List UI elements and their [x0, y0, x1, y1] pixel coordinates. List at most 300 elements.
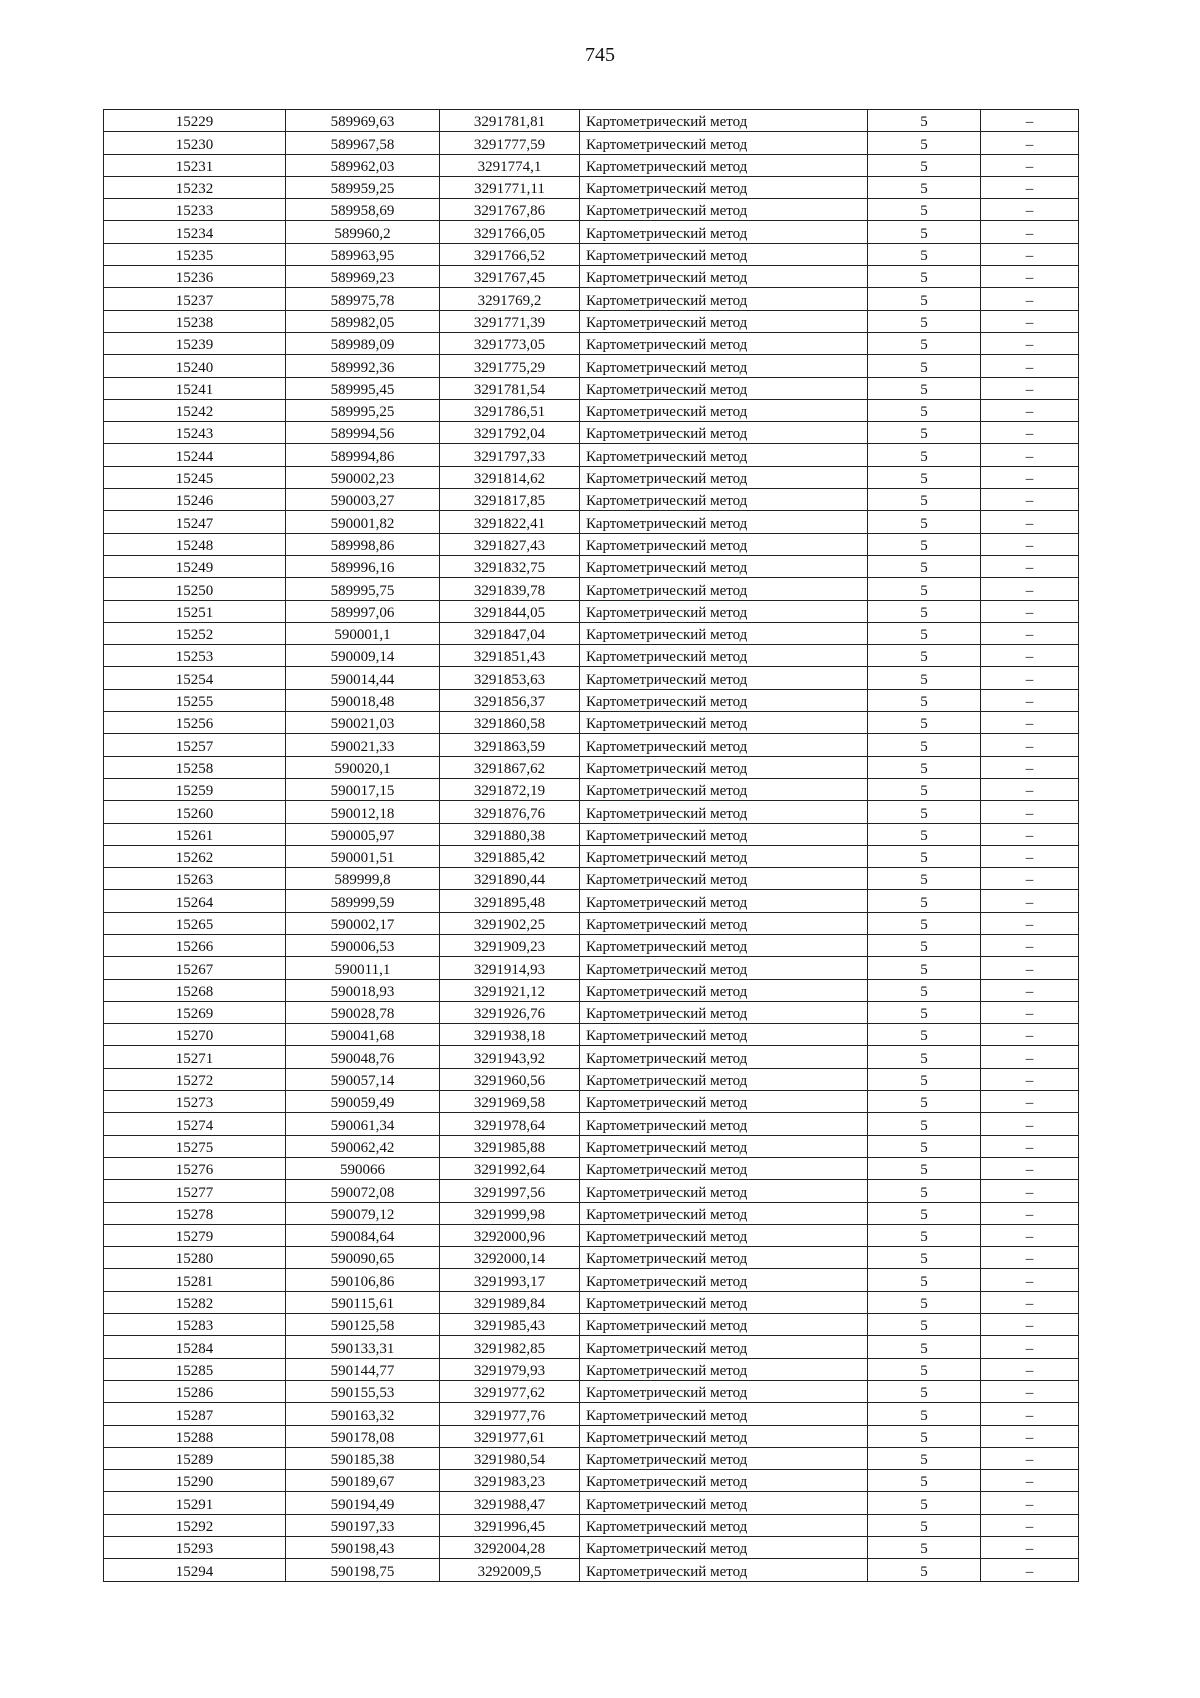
method-cell: Картометрический метод	[580, 689, 868, 711]
accuracy-cell: 5	[868, 801, 981, 823]
method-cell: Картометрический метод	[580, 845, 868, 867]
x-coordinate-cell: 589997,06	[286, 600, 440, 622]
y-coordinate-cell: 3291867,62	[440, 756, 580, 778]
method-cell: Картометрический метод	[580, 1291, 868, 1313]
table-row	[104, 221, 1079, 243]
accuracy-cell: 5	[868, 1247, 981, 1269]
accuracy-cell: 5	[868, 734, 981, 756]
dash-cell: –	[981, 132, 1079, 154]
y-coordinate-cell: 3291817,85	[440, 489, 580, 511]
dash-cell: –	[981, 1380, 1079, 1402]
y-coordinate-cell: 3291885,42	[440, 845, 580, 867]
table-row	[104, 1470, 1079, 1492]
dash-cell: –	[981, 778, 1079, 800]
table-row	[104, 934, 1079, 956]
point-number-cell: 15232	[104, 176, 286, 198]
y-coordinate-cell: 3291977,61	[440, 1425, 580, 1447]
accuracy-cell: 5	[868, 110, 981, 132]
point-number-cell: 15241	[104, 377, 286, 399]
x-coordinate-cell: 590059,49	[286, 1091, 440, 1113]
dash-cell: –	[981, 1224, 1079, 1246]
dash-cell: –	[981, 912, 1079, 934]
dash-cell: –	[981, 288, 1079, 310]
method-cell: Картометрический метод	[580, 1470, 868, 1492]
x-coordinate-cell: 589995,25	[286, 399, 440, 421]
accuracy-cell: 5	[868, 355, 981, 377]
point-number-cell: 15270	[104, 1024, 286, 1046]
method-cell: Картометрический метод	[580, 377, 868, 399]
dash-cell: –	[981, 377, 1079, 399]
point-number-cell: 15269	[104, 1001, 286, 1023]
point-number-cell: 15256	[104, 712, 286, 734]
table-row	[104, 645, 1079, 667]
y-coordinate-cell: 3291851,43	[440, 645, 580, 667]
table-row	[104, 1135, 1079, 1157]
table-row	[104, 444, 1079, 466]
point-number-cell: 15279	[104, 1224, 286, 1246]
method-cell: Картометрический метод	[580, 1224, 868, 1246]
accuracy-cell: 5	[868, 1113, 981, 1135]
page-number: 745	[585, 44, 615, 66]
accuracy-cell: 5	[868, 868, 981, 890]
point-number-cell: 15240	[104, 355, 286, 377]
table-row	[104, 489, 1079, 511]
table-row	[104, 1046, 1079, 1068]
method-cell: Картометрический метод	[580, 444, 868, 466]
accuracy-cell: 5	[868, 332, 981, 354]
table-row	[104, 1113, 1079, 1135]
dash-cell: –	[981, 934, 1079, 956]
table-row	[104, 1291, 1079, 1313]
point-number-cell: 15260	[104, 801, 286, 823]
table-row	[104, 756, 1079, 778]
method-cell: Картометрический метод	[580, 645, 868, 667]
point-number-cell: 15287	[104, 1403, 286, 1425]
dash-cell: –	[981, 1180, 1079, 1202]
y-coordinate-cell: 3291767,45	[440, 266, 580, 288]
y-coordinate-cell: 3291876,76	[440, 801, 580, 823]
accuracy-cell: 5	[868, 1091, 981, 1113]
method-cell: Картометрический метод	[580, 1380, 868, 1402]
x-coordinate-cell: 590062,42	[286, 1135, 440, 1157]
accuracy-cell: 5	[868, 1046, 981, 1068]
accuracy-cell: 5	[868, 1068, 981, 1090]
point-number-cell: 15249	[104, 555, 286, 577]
x-coordinate-cell: 590001,51	[286, 845, 440, 867]
table-row	[104, 600, 1079, 622]
method-cell: Картометрический метод	[580, 1514, 868, 1536]
table-row	[104, 132, 1079, 154]
accuracy-cell: 5	[868, 1135, 981, 1157]
accuracy-cell: 5	[868, 1470, 981, 1492]
x-coordinate-cell: 590001,82	[286, 511, 440, 533]
table-row	[104, 1425, 1079, 1447]
dash-cell: –	[981, 622, 1079, 644]
dash-cell: –	[981, 689, 1079, 711]
point-number-cell: 15292	[104, 1514, 286, 1536]
accuracy-cell: 5	[868, 288, 981, 310]
table-row	[104, 1269, 1079, 1291]
y-coordinate-cell: 3291979,93	[440, 1358, 580, 1380]
x-coordinate-cell: 589999,8	[286, 868, 440, 890]
dash-cell: –	[981, 176, 1079, 198]
accuracy-cell: 5	[868, 221, 981, 243]
table-row	[104, 1514, 1079, 1536]
accuracy-cell: 5	[868, 555, 981, 577]
y-coordinate-cell: 3291781,81	[440, 110, 580, 132]
method-cell: Картометрический метод	[580, 912, 868, 934]
dash-cell: –	[981, 801, 1079, 823]
method-cell: Картометрический метод	[580, 1135, 868, 1157]
table-row	[104, 266, 1079, 288]
dash-cell: –	[981, 310, 1079, 332]
x-coordinate-cell: 590017,15	[286, 778, 440, 800]
accuracy-cell: 5	[868, 1514, 981, 1536]
point-number-cell: 15253	[104, 645, 286, 667]
dash-cell: –	[981, 511, 1079, 533]
point-number-cell: 15284	[104, 1336, 286, 1358]
accuracy-cell: 5	[868, 756, 981, 778]
accuracy-cell: 5	[868, 444, 981, 466]
accuracy-cell: 5	[868, 399, 981, 421]
x-coordinate-cell: 589999,59	[286, 890, 440, 912]
y-coordinate-cell: 3291902,25	[440, 912, 580, 934]
table-row	[104, 1492, 1079, 1514]
method-cell: Картометрический метод	[580, 622, 868, 644]
dash-cell: –	[981, 667, 1079, 689]
dash-cell: –	[981, 1336, 1079, 1358]
table-row	[104, 511, 1079, 533]
point-number-cell: 15286	[104, 1380, 286, 1402]
x-coordinate-cell: 590012,18	[286, 801, 440, 823]
table-row	[104, 957, 1079, 979]
dash-cell: –	[981, 110, 1079, 132]
method-cell: Картометрический метод	[580, 221, 868, 243]
method-cell: Картометрический метод	[580, 1447, 868, 1469]
dash-cell: –	[981, 1113, 1079, 1135]
dash-cell: –	[981, 1314, 1079, 1336]
x-coordinate-cell: 589967,58	[286, 132, 440, 154]
point-number-cell: 15255	[104, 689, 286, 711]
x-coordinate-cell: 590003,27	[286, 489, 440, 511]
dash-cell: –	[981, 221, 1079, 243]
method-cell: Картометрический метод	[580, 1537, 868, 1559]
point-number-cell: 15230	[104, 132, 286, 154]
table-row	[104, 288, 1079, 310]
method-cell: Картометрический метод	[580, 979, 868, 1001]
dash-cell: –	[981, 555, 1079, 577]
y-coordinate-cell: 3291989,84	[440, 1291, 580, 1313]
table-row	[104, 1224, 1079, 1246]
table-row	[104, 1024, 1079, 1046]
table-row	[104, 355, 1079, 377]
method-cell: Картометрический метод	[580, 801, 868, 823]
method-cell: Картометрический метод	[580, 199, 868, 221]
accuracy-cell: 5	[868, 1403, 981, 1425]
point-number-cell: 15252	[104, 622, 286, 644]
point-number-cell: 15282	[104, 1291, 286, 1313]
dash-cell: –	[981, 823, 1079, 845]
y-coordinate-cell: 3291996,45	[440, 1514, 580, 1536]
y-coordinate-cell: 3291943,92	[440, 1046, 580, 1068]
accuracy-cell: 5	[868, 934, 981, 956]
method-cell: Картометрический метод	[580, 355, 868, 377]
point-number-cell: 15234	[104, 221, 286, 243]
y-coordinate-cell: 3291822,41	[440, 511, 580, 533]
point-number-cell: 15264	[104, 890, 286, 912]
x-coordinate-cell: 590084,64	[286, 1224, 440, 1246]
x-coordinate-cell: 589962,03	[286, 154, 440, 176]
accuracy-cell: 5	[868, 1024, 981, 1046]
point-number-cell: 15237	[104, 288, 286, 310]
point-number-cell: 15247	[104, 511, 286, 533]
y-coordinate-cell: 3291999,98	[440, 1202, 580, 1224]
accuracy-cell: 5	[868, 712, 981, 734]
dash-cell: –	[981, 1358, 1079, 1380]
x-coordinate-cell: 590125,58	[286, 1314, 440, 1336]
point-number-cell: 15251	[104, 600, 286, 622]
method-cell: Картометрический метод	[580, 511, 868, 533]
x-coordinate-cell: 590185,38	[286, 1447, 440, 1469]
accuracy-cell: 5	[868, 132, 981, 154]
accuracy-cell: 5	[868, 243, 981, 265]
x-coordinate-cell: 589998,86	[286, 533, 440, 555]
dash-cell: –	[981, 533, 1079, 555]
method-cell: Картометрический метод	[580, 712, 868, 734]
x-coordinate-cell: 590072,08	[286, 1180, 440, 1202]
point-number-cell: 15275	[104, 1135, 286, 1157]
method-cell: Картометрический метод	[580, 778, 868, 800]
table-row	[104, 1380, 1079, 1402]
accuracy-cell: 5	[868, 1001, 981, 1023]
dash-cell: –	[981, 154, 1079, 176]
accuracy-cell: 5	[868, 912, 981, 934]
y-coordinate-cell: 3291781,54	[440, 377, 580, 399]
dash-cell: –	[981, 1492, 1079, 1514]
table-row	[104, 1202, 1079, 1224]
accuracy-cell: 5	[868, 154, 981, 176]
dash-cell: –	[981, 578, 1079, 600]
dash-cell: –	[981, 712, 1079, 734]
accuracy-cell: 5	[868, 422, 981, 444]
table-row	[104, 466, 1079, 488]
method-cell: Картометрический метод	[580, 154, 868, 176]
dash-cell: –	[981, 734, 1079, 756]
point-number-cell: 15246	[104, 489, 286, 511]
x-coordinate-cell: 590066	[286, 1157, 440, 1179]
dash-cell: –	[981, 1202, 1079, 1224]
point-number-cell: 15281	[104, 1269, 286, 1291]
method-cell: Картометрический метод	[580, 266, 868, 288]
x-coordinate-cell: 590079,12	[286, 1202, 440, 1224]
table-row	[104, 667, 1079, 689]
method-cell: Картометрический метод	[580, 1403, 868, 1425]
method-cell: Картометрический метод	[580, 1314, 868, 1336]
dash-cell: –	[981, 600, 1079, 622]
method-cell: Картометрический метод	[580, 1046, 868, 1068]
y-coordinate-cell: 3291985,43	[440, 1314, 580, 1336]
method-cell: Картометрический метод	[580, 466, 868, 488]
dash-cell: –	[981, 957, 1079, 979]
method-cell: Картометрический метод	[580, 1180, 868, 1202]
method-cell: Картометрический метод	[580, 667, 868, 689]
y-coordinate-cell: 3291914,93	[440, 957, 580, 979]
y-coordinate-cell: 3291872,19	[440, 778, 580, 800]
table-row	[104, 1068, 1079, 1090]
table-row	[104, 176, 1079, 198]
dash-cell: –	[981, 1470, 1079, 1492]
accuracy-cell: 5	[868, 578, 981, 600]
accuracy-cell: 5	[868, 845, 981, 867]
table-row	[104, 622, 1079, 644]
x-coordinate-cell: 589995,45	[286, 377, 440, 399]
accuracy-cell: 5	[868, 1537, 981, 1559]
dash-cell: –	[981, 1447, 1079, 1469]
x-coordinate-cell: 589958,69	[286, 199, 440, 221]
table-row	[104, 1314, 1079, 1336]
x-coordinate-cell: 589969,63	[286, 110, 440, 132]
x-coordinate-cell: 590061,34	[286, 1113, 440, 1135]
x-coordinate-cell: 589969,23	[286, 266, 440, 288]
method-cell: Картометрический метод	[580, 399, 868, 421]
y-coordinate-cell: 3291773,05	[440, 332, 580, 354]
point-number-cell: 15280	[104, 1247, 286, 1269]
x-coordinate-cell: 590144,77	[286, 1358, 440, 1380]
point-number-cell: 15229	[104, 110, 286, 132]
x-coordinate-cell: 590106,86	[286, 1269, 440, 1291]
method-cell: Картометрический метод	[580, 132, 868, 154]
point-number-cell: 15244	[104, 444, 286, 466]
dash-cell: –	[981, 422, 1079, 444]
method-cell: Картометрический метод	[580, 243, 868, 265]
method-cell: Картометрический метод	[580, 823, 868, 845]
y-coordinate-cell: 3291797,33	[440, 444, 580, 466]
y-coordinate-cell: 3291766,05	[440, 221, 580, 243]
point-number-cell: 15265	[104, 912, 286, 934]
table-row	[104, 110, 1079, 132]
coordinates-table	[103, 109, 1079, 1582]
point-number-cell: 15272	[104, 1068, 286, 1090]
point-number-cell: 15273	[104, 1091, 286, 1113]
y-coordinate-cell: 3291909,23	[440, 934, 580, 956]
point-number-cell: 15268	[104, 979, 286, 1001]
point-number-cell: 15278	[104, 1202, 286, 1224]
y-coordinate-cell: 3291863,59	[440, 734, 580, 756]
accuracy-cell: 5	[868, 511, 981, 533]
method-cell: Картометрический метод	[580, 1559, 868, 1581]
point-number-cell: 15261	[104, 823, 286, 845]
dash-cell: –	[981, 1403, 1079, 1425]
method-cell: Картометрический метод	[580, 1113, 868, 1135]
x-coordinate-cell: 590005,97	[286, 823, 440, 845]
x-coordinate-cell: 590028,78	[286, 1001, 440, 1023]
point-number-cell: 15274	[104, 1113, 286, 1135]
accuracy-cell: 5	[868, 1492, 981, 1514]
point-number-cell: 15271	[104, 1046, 286, 1068]
accuracy-cell: 5	[868, 1425, 981, 1447]
x-coordinate-cell: 590018,93	[286, 979, 440, 1001]
dash-cell: –	[981, 1135, 1079, 1157]
table-row	[104, 1180, 1079, 1202]
dash-cell: –	[981, 266, 1079, 288]
dash-cell: –	[981, 1091, 1079, 1113]
y-coordinate-cell: 3291983,23	[440, 1470, 580, 1492]
dash-cell: –	[981, 1024, 1079, 1046]
y-coordinate-cell: 3291853,63	[440, 667, 580, 689]
y-coordinate-cell: 3292004,28	[440, 1537, 580, 1559]
y-coordinate-cell: 3291771,39	[440, 310, 580, 332]
x-coordinate-cell: 590020,1	[286, 756, 440, 778]
dash-cell: –	[981, 1514, 1079, 1536]
y-coordinate-cell: 3291926,76	[440, 1001, 580, 1023]
y-coordinate-cell: 3291839,78	[440, 578, 580, 600]
point-number-cell: 15276	[104, 1157, 286, 1179]
dash-cell: –	[981, 868, 1079, 890]
accuracy-cell: 5	[868, 533, 981, 555]
point-number-cell: 15259	[104, 778, 286, 800]
table-row	[104, 1091, 1079, 1113]
y-coordinate-cell: 3291960,56	[440, 1068, 580, 1090]
dash-cell: –	[981, 1425, 1079, 1447]
y-coordinate-cell: 3291969,58	[440, 1091, 580, 1113]
table-row	[104, 199, 1079, 221]
method-cell: Картометрический метод	[580, 1269, 868, 1291]
y-coordinate-cell: 3291921,12	[440, 979, 580, 1001]
y-coordinate-cell: 3291844,05	[440, 600, 580, 622]
x-coordinate-cell: 590021,33	[286, 734, 440, 756]
table-row	[104, 1001, 1079, 1023]
table-row	[104, 712, 1079, 734]
point-number-cell: 15291	[104, 1492, 286, 1514]
table-row	[104, 734, 1079, 756]
accuracy-cell: 5	[868, 310, 981, 332]
accuracy-cell: 5	[868, 1358, 981, 1380]
x-coordinate-cell: 589982,05	[286, 310, 440, 332]
y-coordinate-cell: 3291847,04	[440, 622, 580, 644]
y-coordinate-cell: 3291771,11	[440, 176, 580, 198]
accuracy-cell: 5	[868, 377, 981, 399]
x-coordinate-cell: 590194,49	[286, 1492, 440, 1514]
accuracy-cell: 5	[868, 199, 981, 221]
accuracy-cell: 5	[868, 1291, 981, 1313]
method-cell: Картометрический метод	[580, 1091, 868, 1113]
x-coordinate-cell: 589959,25	[286, 176, 440, 198]
y-coordinate-cell: 3291978,64	[440, 1113, 580, 1135]
x-coordinate-cell: 590133,31	[286, 1336, 440, 1358]
y-coordinate-cell: 3291814,62	[440, 466, 580, 488]
accuracy-cell: 5	[868, 1224, 981, 1246]
method-cell: Картометрический метод	[580, 578, 868, 600]
x-coordinate-cell: 589992,36	[286, 355, 440, 377]
point-number-cell: 15245	[104, 466, 286, 488]
point-number-cell: 15238	[104, 310, 286, 332]
dash-cell: –	[981, 1247, 1079, 1269]
y-coordinate-cell: 3291985,88	[440, 1135, 580, 1157]
method-cell: Картометрический метод	[580, 176, 868, 198]
method-cell: Картометрический метод	[580, 1068, 868, 1090]
dash-cell: –	[981, 199, 1079, 221]
accuracy-cell: 5	[868, 622, 981, 644]
y-coordinate-cell: 3291880,38	[440, 823, 580, 845]
point-number-cell: 15254	[104, 667, 286, 689]
x-coordinate-cell: 590197,33	[286, 1514, 440, 1536]
method-cell: Картометрический метод	[580, 110, 868, 132]
method-cell: Картометрический метод	[580, 533, 868, 555]
table-row	[104, 1559, 1079, 1581]
point-number-cell: 15233	[104, 199, 286, 221]
point-number-cell: 15289	[104, 1447, 286, 1469]
table-row	[104, 823, 1079, 845]
